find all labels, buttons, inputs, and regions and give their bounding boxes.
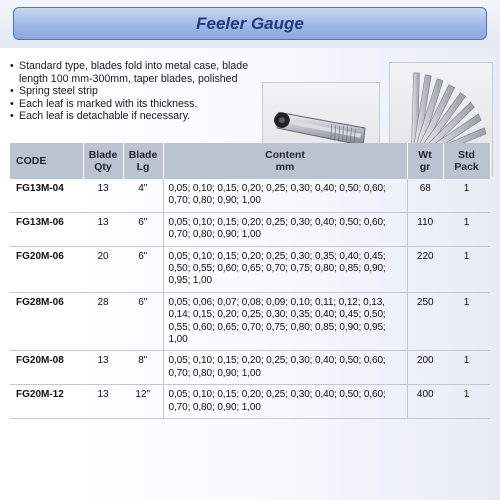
col-header-blade-qty: Blade Qty <box>83 143 123 179</box>
cell-code: FG13M-04 <box>10 179 83 212</box>
cell-wt: 110 <box>407 212 443 246</box>
cell-qty: 20 <box>83 246 123 292</box>
cell-content: 0,05; 0,10; 0,15; 0,20; 0,25; 0,30; 0,40; 0,50; 0,60; 0,70; 0,80; 0,90; 1,00 <box>163 385 407 419</box>
table-row <box>10 179 490 212</box>
cell-qty: 13 <box>83 351 123 385</box>
feature-list <box>10 60 272 123</box>
col-header-code: CODE <box>10 143 83 179</box>
cell-code: FG28M-06 <box>10 292 83 351</box>
cell-lg: 6" <box>123 292 163 351</box>
cell-content: 0,05; 0,10; 0,15; 0,20; 0,25; 0,30; 0,40; 0,50; 0,60; 0,70; 0,80; 0,90; 1,00 <box>163 179 407 212</box>
spec-table <box>10 143 491 419</box>
cell-lg: 12" <box>123 385 163 419</box>
table-row <box>10 385 490 419</box>
cell-pack: 1 <box>443 246 490 292</box>
cell-lg: 4" <box>123 179 163 212</box>
cell-lg: 6" <box>123 246 163 292</box>
cell-wt: 220 <box>407 246 443 292</box>
feature-item: • Spring steel strip <box>10 85 272 98</box>
cell-content: 0,05; 0,10; 0,15; 0,20; 0,25; 0,30; 0,40; 0,50; 0,60; 0,70; 0,80; 0,90; 1,00 <box>163 351 407 385</box>
cell-content: 0,05; 0,10; 0,15; 0,20; 0,25; 0,30; 0,40; 0,50; 0,60; 0,70; 0,80; 0,90; 1,00 <box>163 212 407 246</box>
table-row <box>10 246 490 292</box>
header-band <box>0 0 500 48</box>
title-bar <box>13 7 487 40</box>
cell-code: FG20M-08 <box>10 351 83 385</box>
cell-wt: 68 <box>407 179 443 212</box>
feature-item: • Standard type, blades fold into metal case, blade length 100 mm-300mm, taper blades, polished <box>10 60 272 85</box>
cell-lg: 8" <box>123 351 163 385</box>
cell-qty: 13 <box>83 212 123 246</box>
col-header-blade-lg: Blade Lg <box>123 143 163 179</box>
cell-pack: 1 <box>443 212 490 246</box>
table-row <box>10 351 490 385</box>
cell-qty: 28 <box>83 292 123 351</box>
cell-lg: 6" <box>123 212 163 246</box>
cell-pack: 1 <box>443 351 490 385</box>
cell-wt: 200 <box>407 351 443 385</box>
feature-item: • Each leaf is detachable if necessary. <box>10 110 272 123</box>
table-header-row <box>10 143 490 179</box>
cell-content: 0,05; 0,10; 0,15; 0,20; 0,25; 0,30; 0,35; 0,40; 0,45; 0,50; 0,55; 0,60; 0,65; 0,70; 0,75; 0,80; 0,85; 0,90; 0,95; 1,00 <box>163 246 407 292</box>
cell-code: FG13M-06 <box>10 212 83 246</box>
cell-wt: 250 <box>407 292 443 351</box>
feature-item: • Each leaf is marked with its thickness. <box>10 98 272 111</box>
cell-pack: 1 <box>443 292 490 351</box>
cell-qty: 13 <box>83 385 123 419</box>
col-header-std-pack: Std Pack <box>443 143 490 179</box>
cell-wt: 400 <box>407 385 443 419</box>
cell-qty: 13 <box>83 179 123 212</box>
page-title: Feeler Gauge <box>196 13 304 33</box>
cell-code: FG20M-12 <box>10 385 83 419</box>
table-row <box>10 212 490 246</box>
cell-pack: 1 <box>443 385 490 419</box>
table-row <box>10 292 490 351</box>
cell-pack: 1 <box>443 179 490 212</box>
col-header-wt: Wt gr <box>407 143 443 179</box>
col-header-content: Content mm <box>163 143 407 179</box>
cell-code: FG20M-06 <box>10 246 83 292</box>
cell-content: 0,05; 0,06; 0,07; 0,08; 0,09; 0,10; 0,11; 0,12; 0,13, 0,14; 0,15; 0,20; 0,25; 0,30; 0,35; 0,40; 0,45; 0,50; 0,55; 0,60; 0,65; 0,70; 0,75; 0,80; 0,85; 0,90; 0,95; 1,00 <box>163 292 407 351</box>
